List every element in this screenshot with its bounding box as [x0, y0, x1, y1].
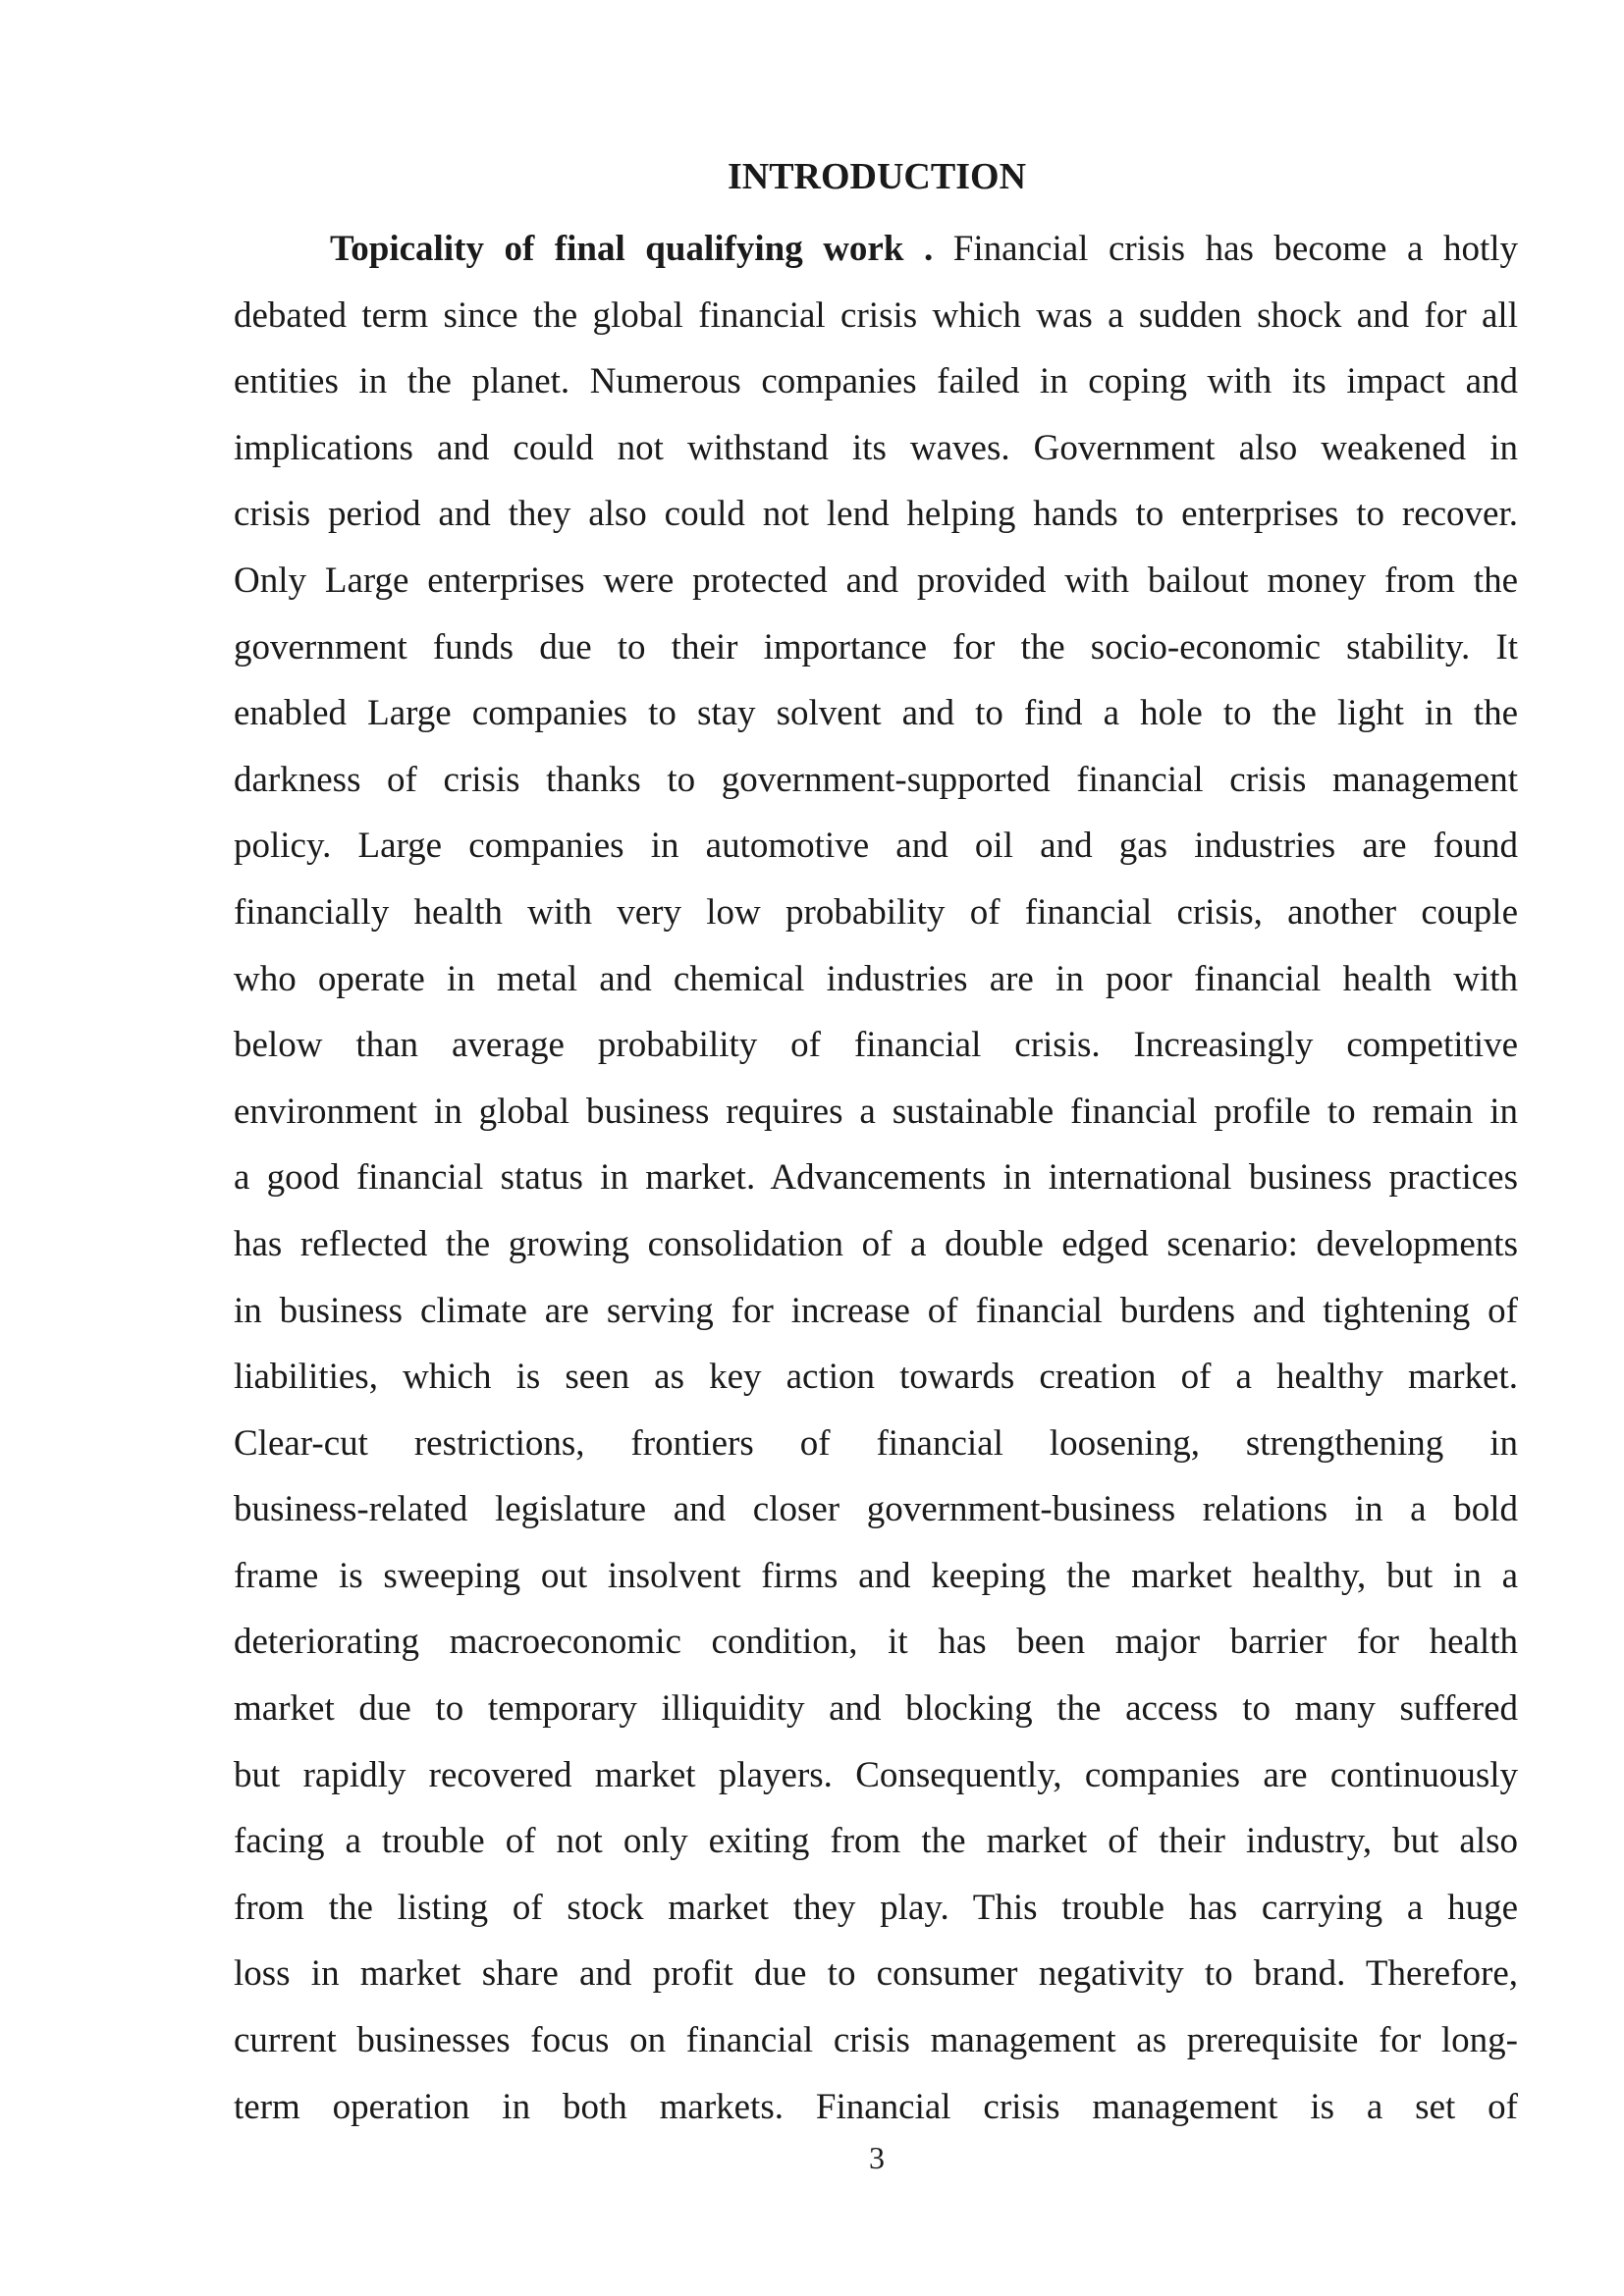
text-line: who operate in metal and chemical industries are in poor financial health with — [234, 958, 1518, 999]
body-paragraph — [234, 216, 1518, 2140]
text-line: market due to temporary illiquidity and blocking the access to many suffered — [234, 1688, 1518, 1730]
text-line: loss in market share and profit due to consumer negativity to brand. Therefore, — [234, 1953, 1518, 1995]
text-line: liabilities, which is seen as key action towards creation of a healthy market. — [234, 1357, 1518, 1398]
text-line-content: Financial crisis has become a hotly — [933, 229, 1518, 269]
lead-in-phrase: Topicality of final qualifying work . — [330, 229, 934, 269]
text-line: facing a trouble of not only exiting from the market of their industry, but also — [234, 1821, 1518, 1862]
text-line: from the listing of stock market they play. This trouble has carrying a huge — [234, 1887, 1518, 1928]
text-line: a good financial status in market. Advancements in international business practices — [234, 1157, 1518, 1199]
text-line: but rapidly recovered market players. Consequently, companies are continuously — [234, 1754, 1518, 1795]
text-line: term operation in both markets. Financial crisis management is a set of — [234, 2086, 1518, 2127]
text-line: below than average probability of financial crisis. Increasingly competitive — [234, 1025, 1518, 1066]
text-line: Only Large enterprises were protected and provided with bailout money from the — [234, 560, 1518, 601]
text-line: debated term since the global financial crisis which was a sudden shock and for all — [234, 294, 1518, 336]
section-heading: INTRODUCTION — [727, 156, 1027, 197]
text-line: financially health with very low probability of financial crisis, another couple — [234, 891, 1518, 933]
text-line: deteriorating macroeconomic condition, it has been major barrier for health — [234, 1622, 1518, 1663]
text-line: darkness of crisis thanks to government-supported financial crisis management — [234, 759, 1518, 800]
text-line: government funds due to their importance for the socio-economic stability. It — [234, 626, 1518, 667]
text-line: crisis period and they also could not lend helping hands to enterprises to recover. — [234, 494, 1518, 535]
text-line: in business climate are serving for increase of financial burdens and tightening of — [234, 1290, 1518, 1331]
text-line: current businesses focus on financial crisis management as prerequisite for long- — [234, 2020, 1518, 2061]
text-line: entities in the planet. Numerous companies failed in coping with its impact and — [234, 361, 1518, 402]
text-line: policy. Large companies in automotive and oil and gas industries are found — [234, 826, 1518, 867]
text-line: frame is sweeping out insolvent firms and keeping the market healthy, but in a — [234, 1555, 1518, 1596]
text-line: business-related legislature and closer government-business relations in a bold — [234, 1489, 1518, 1530]
text-line: implications and could not withstand its waves. Government also weakened in — [234, 427, 1518, 468]
text-line: enabled Large companies to stay solvent and to find a hole to the light in the — [234, 693, 1518, 734]
text-line: Clear-cut restrictions, frontiers of financial loosening, strengthening in — [234, 1422, 1518, 1464]
page-number: 3 — [869, 2140, 885, 2175]
text-line — [234, 216, 1518, 283]
text-line: environment in global business requires a sustainable financial profile to remain in — [234, 1091, 1518, 1132]
text-line: has reflected the growing consolidation of a double edged scenario: developments — [234, 1223, 1518, 1264]
